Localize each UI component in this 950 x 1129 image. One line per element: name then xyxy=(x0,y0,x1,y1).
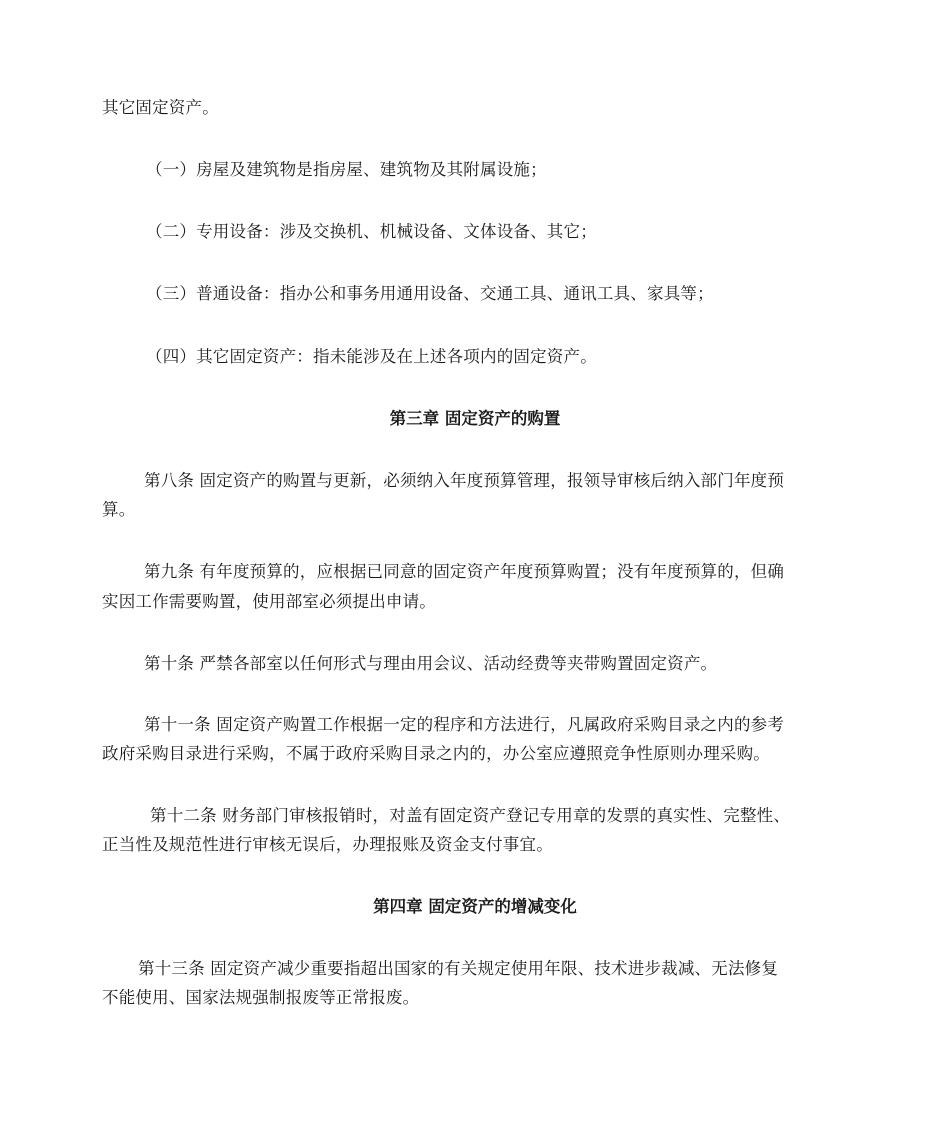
list-item-general-equipment: （三）普通设备：指办公和事务用通用设备、交通工具、通讯工具、家具等； xyxy=(146,284,714,303)
list-item-buildings: （一）房屋及建筑物是指房屋、建筑物及其附属设施； xyxy=(146,160,547,179)
article-10-line-1: 第十条 严禁各部室以任何形式与理由用会议、活动经费等夹带购置固定资产。 xyxy=(144,654,718,673)
article-11-line-2: 政府采购目录进行采购，不属于政府采购目录之内的，办公室应遵照竞争性原则办理采购。 xyxy=(102,744,770,763)
article-13-line-2: 不能使用、国家法规强制报废等正常报废。 xyxy=(102,988,420,1007)
article-8-line-1: 第八条 固定资产的购置与更新，必须纳入年度预算管理，报领导审核后纳入部门年度预 xyxy=(144,471,785,490)
article-12-line-2: 正当性及规范性进行审核无误后，办理报账及资金支付事宜。 xyxy=(102,835,553,854)
article-9-line-1: 第九条 有年度预算的，应根据已同意的固定资产年度预算购置；没有年度预算的，但确 xyxy=(144,562,785,581)
paragraph-continuation: 其它固定资产。 xyxy=(102,98,219,117)
list-item-other-assets: （四）其它固定资产：指未能涉及在上述各项内的固定资产。 xyxy=(146,347,597,366)
article-11-line-1: 第十一条 固定资产购置工作根据一定的程序和方法进行，凡属政府采购目录之内的参考 xyxy=(144,715,785,734)
article-12-line-1: 第十二条 财务部门审核报销时，对盖有固定资产登记专用章的发票的真实性、完整性、 xyxy=(150,806,791,825)
chapter-4-title: 第四章 固定资产的增减变化 xyxy=(373,897,577,916)
chapter-3-title: 第三章 固定资产的购置 xyxy=(389,409,561,428)
article-9-line-2: 实因工作需要购置，使用部室必须提出申请。 xyxy=(102,592,436,611)
article-8-line-2: 算。 xyxy=(102,500,136,519)
list-item-special-equipment: （二）专用设备：涉及交换机、机械设备、文体设备、其它； xyxy=(146,222,597,241)
article-13-line-1: 第十三条 固定资产减少重要指超出国家的有关规定使用年限、技术进步裁减、无法修复 xyxy=(138,959,779,978)
